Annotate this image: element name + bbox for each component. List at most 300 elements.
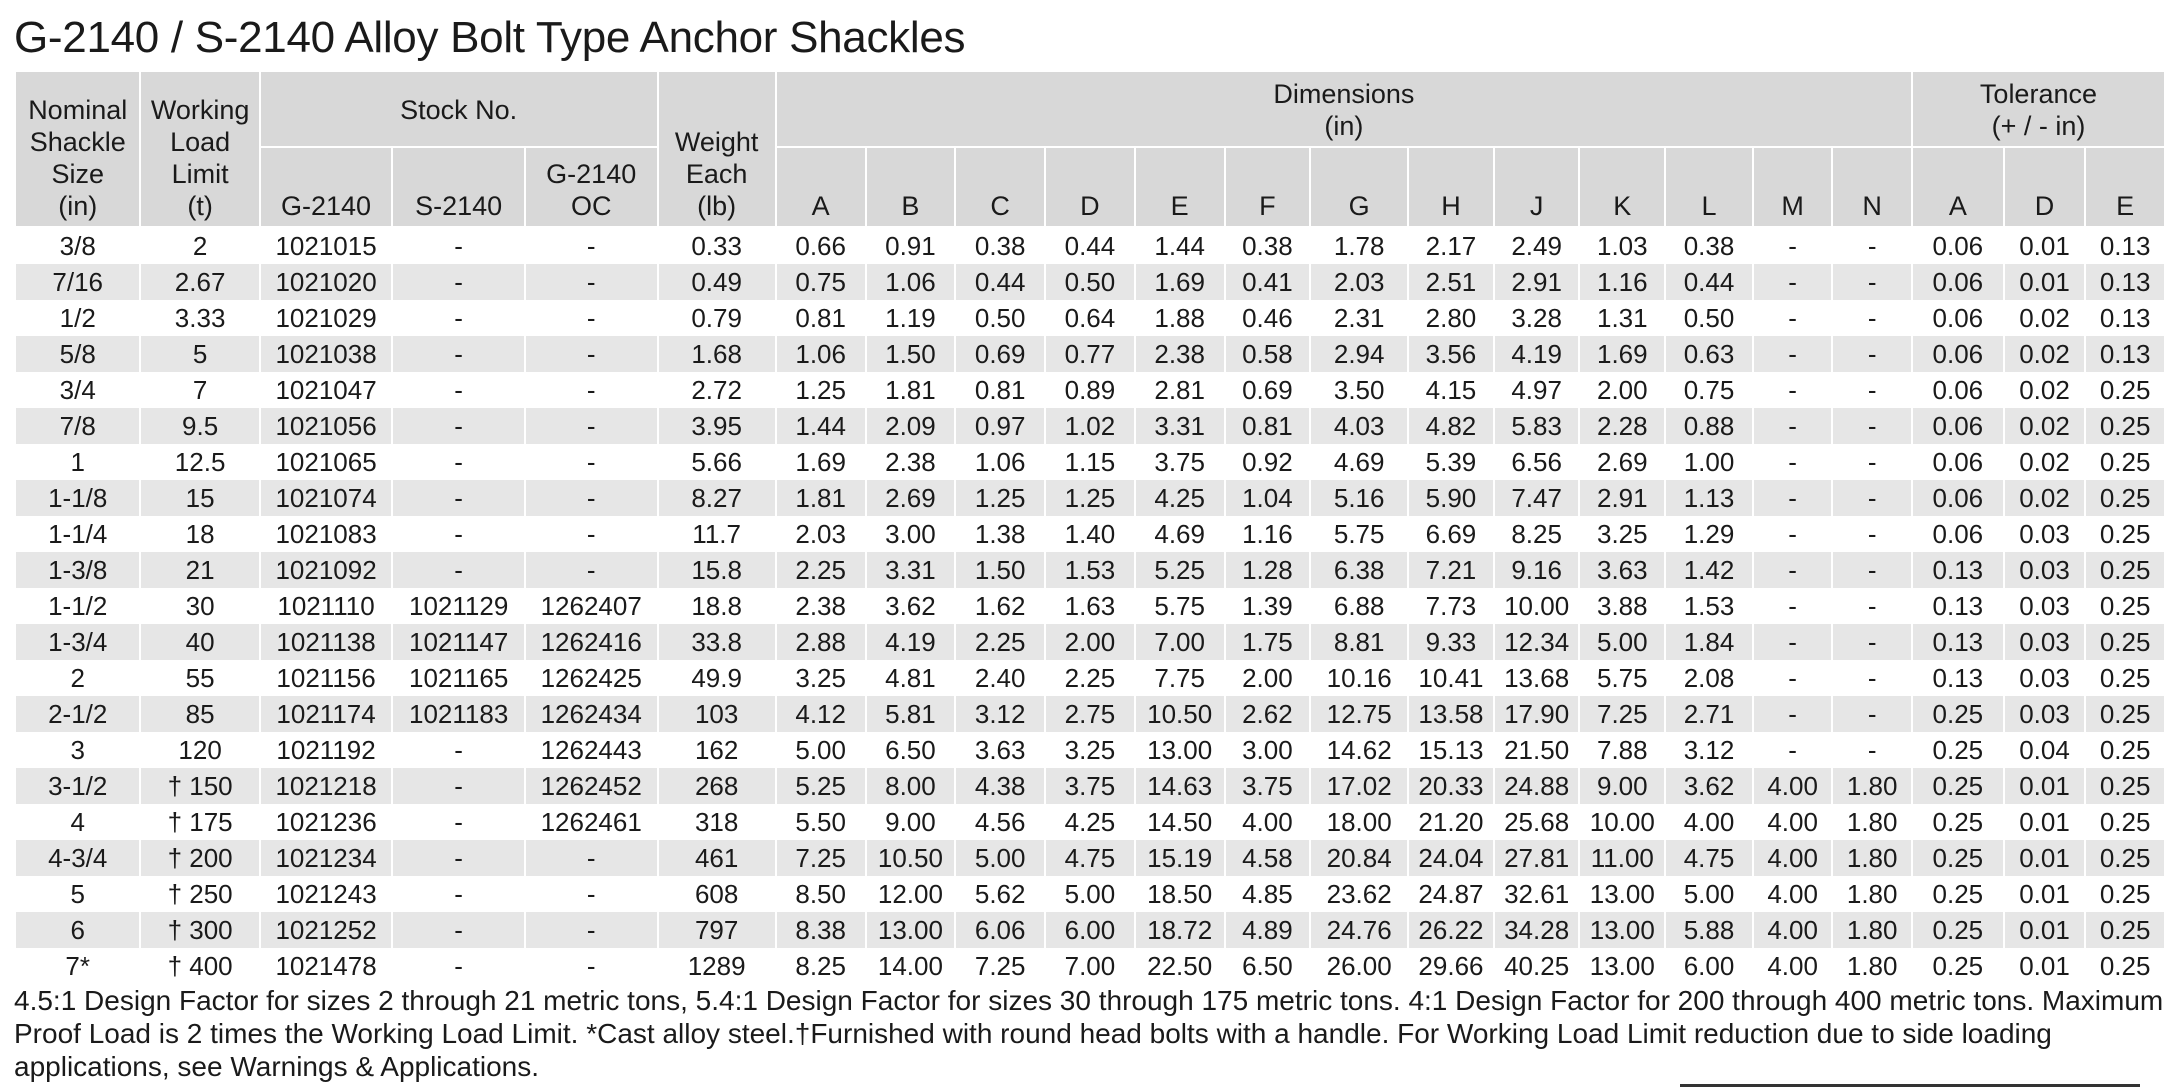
table-cell: 4.81 [866, 660, 956, 696]
table-cell: 2 [140, 227, 259, 264]
table-cell: - [1832, 300, 1912, 336]
table-cell: 14.50 [1135, 804, 1225, 840]
table-cell: - [1832, 264, 1912, 300]
table-cell: 3.75 [1045, 768, 1135, 804]
table-cell: 1021020 [260, 264, 393, 300]
table-cell: - [525, 336, 658, 372]
table-cell: 1.16 [1579, 264, 1665, 300]
table-cell: 0.03 [2004, 588, 2086, 624]
table-cell: 2.00 [1225, 660, 1311, 696]
table-cell: 0.25 [2085, 696, 2165, 732]
table-cell: 0.01 [2004, 227, 2086, 264]
table-cell: 0.69 [1225, 372, 1311, 408]
table-cell: 34.28 [1494, 912, 1580, 948]
table-cell: 5.39 [1408, 444, 1494, 480]
table-cell: 0.13 [2085, 264, 2165, 300]
table-row [15, 444, 2165, 480]
table-cell: 0.13 [1912, 588, 2004, 624]
header-working-load-limit: Working Load Limit (t) [140, 71, 259, 227]
table-cell: 0.25 [2085, 552, 2165, 588]
table-cell: 0.81 [776, 300, 866, 336]
table-cell: 17.02 [1310, 768, 1408, 804]
table-cell: 40 [140, 624, 259, 660]
table-cell: 5 [15, 876, 140, 912]
table-cell: 2.25 [1045, 660, 1135, 696]
table-cell: 1.31 [1579, 300, 1665, 336]
header-dimension-col: F [1225, 147, 1311, 227]
table-cell: - [525, 408, 658, 444]
table-cell: 5.75 [1310, 516, 1408, 552]
table-cell: † 400 [140, 948, 259, 984]
table-cell: 8.81 [1310, 624, 1408, 660]
table-cell: 1.06 [776, 336, 866, 372]
table-cell: 2.71 [1665, 696, 1753, 732]
table-cell: 0.13 [1912, 552, 2004, 588]
table-cell: 1.81 [776, 480, 866, 516]
table-cell: 21.50 [1494, 732, 1580, 768]
table-cell: 21.20 [1408, 804, 1494, 840]
table-cell: 0.25 [2085, 948, 2165, 984]
table-cell: 1021147 [392, 624, 525, 660]
table-cell: 0.25 [2085, 480, 2165, 516]
header-nominal-size: Nominal Shackle Size (in) [15, 71, 140, 227]
table-cell: 1021038 [260, 336, 393, 372]
table-cell: 10.16 [1310, 660, 1408, 696]
table-cell: 4.12 [776, 696, 866, 732]
table-cell: 8.00 [866, 768, 956, 804]
table-cell: - [392, 876, 525, 912]
table-row [15, 660, 2165, 696]
header-dimensions: Dimensions (in) [776, 71, 1912, 147]
table-cell: 1.62 [955, 588, 1045, 624]
table-cell: 268 [658, 768, 776, 804]
table-cell: 2.67 [140, 264, 259, 300]
table-cell: - [392, 444, 525, 480]
table-cell: 3/8 [15, 227, 140, 264]
table-row [15, 804, 2165, 840]
specification-table [14, 70, 2166, 984]
table-cell: 0.25 [2085, 516, 2165, 552]
table-cell: 1021174 [260, 696, 393, 732]
table-cell: 10.00 [1494, 588, 1580, 624]
table-cell: 3.00 [1225, 732, 1311, 768]
table-cell: 0.69 [955, 336, 1045, 372]
header-dimension-col: N [1832, 147, 1912, 227]
table-cell: 0.02 [2004, 408, 2086, 444]
table-cell: 1.68 [658, 336, 776, 372]
table-cell: - [1753, 588, 1833, 624]
table-cell: 1021156 [260, 660, 393, 696]
table-cell: 2.03 [1310, 264, 1408, 300]
table-cell: 9.00 [1579, 768, 1665, 804]
table-cell: 0.06 [1912, 516, 2004, 552]
table-cell: 6.50 [866, 732, 956, 768]
table-cell: 4.00 [1665, 804, 1753, 840]
table-cell: 2.17 [1408, 227, 1494, 264]
table-cell: 1021236 [260, 804, 393, 840]
table-cell: 0.25 [2085, 804, 2165, 840]
table-cell: 2.31 [1310, 300, 1408, 336]
table-cell: 4.82 [1408, 408, 1494, 444]
table-cell: 3.25 [1579, 516, 1665, 552]
table-cell: 20.84 [1310, 840, 1408, 876]
table-cell: 2.80 [1408, 300, 1494, 336]
table-cell: 2.62 [1225, 696, 1311, 732]
table-cell: 0.38 [1225, 227, 1311, 264]
table-cell: 0.13 [1912, 624, 2004, 660]
table-cell: - [1753, 227, 1833, 264]
table-cell: 85 [140, 696, 259, 732]
table-cell: 11.00 [1579, 840, 1665, 876]
table-cell: 1262407 [525, 588, 658, 624]
table-cell: 1021065 [260, 444, 393, 480]
table-cell: 4.00 [1753, 804, 1833, 840]
table-cell: 6.50 [1225, 948, 1311, 984]
table-cell: 0.06 [1912, 336, 2004, 372]
table-row [15, 732, 2165, 768]
table-cell: 9.16 [1494, 552, 1580, 588]
table-row [15, 480, 2165, 516]
table-cell: 3.63 [955, 732, 1045, 768]
table-row [15, 948, 2165, 984]
table-cell: - [392, 804, 525, 840]
table-cell: 0.25 [1912, 948, 2004, 984]
header-tolerance-col: E [2085, 147, 2165, 227]
table-cell: 2.72 [658, 372, 776, 408]
table-cell: 3.33 [140, 300, 259, 336]
table-cell: - [1832, 408, 1912, 444]
table-cell: 1262461 [525, 804, 658, 840]
table-cell: 4.03 [1310, 408, 1408, 444]
table-cell: 5.75 [1579, 660, 1665, 696]
table-cell: 1.39 [1225, 588, 1311, 624]
table-cell: 0.75 [1665, 372, 1753, 408]
table-cell: 3.88 [1579, 588, 1665, 624]
table-cell: 1.80 [1832, 912, 1912, 948]
table-cell: 1021183 [392, 696, 525, 732]
table-cell: 797 [658, 912, 776, 948]
table-cell: 1021029 [260, 300, 393, 336]
table-cell: 0.01 [2004, 768, 2086, 804]
table-cell: 2.40 [955, 660, 1045, 696]
table-cell: 1262416 [525, 624, 658, 660]
table-cell: 0.33 [658, 227, 776, 264]
table-cell: 4.15 [1408, 372, 1494, 408]
table-cell: 1.06 [955, 444, 1045, 480]
table-cell: 0.02 [2004, 336, 2086, 372]
table-cell: 25.68 [1494, 804, 1580, 840]
table-cell: 2.69 [866, 480, 956, 516]
table-cell: 1-1/2 [15, 588, 140, 624]
table-cell: 2.00 [1579, 372, 1665, 408]
table-cell: 3.28 [1494, 300, 1580, 336]
table-cell: 0.02 [2004, 300, 2086, 336]
table-cell: 0.25 [1912, 768, 2004, 804]
table-cell: 1.00 [1665, 444, 1753, 480]
table-cell: - [1832, 227, 1912, 264]
table-cell: 1289 [658, 948, 776, 984]
table-cell: 2.88 [776, 624, 866, 660]
table-cell: 12.00 [866, 876, 956, 912]
table-cell: 461 [658, 840, 776, 876]
table-cell: 5.83 [1494, 408, 1580, 444]
table-cell: 0.01 [2004, 840, 2086, 876]
header-dimension-col: L [1665, 147, 1753, 227]
table-cell: 0.03 [2004, 696, 2086, 732]
table-cell: 6.38 [1310, 552, 1408, 588]
table-cell: 3.31 [1135, 408, 1225, 444]
table-cell: 1.80 [1832, 768, 1912, 804]
table-cell: - [1753, 480, 1833, 516]
table-cell: - [1753, 372, 1833, 408]
table-cell: 0.13 [1912, 660, 2004, 696]
table-cell: 2.94 [1310, 336, 1408, 372]
table-cell: 1021092 [260, 552, 393, 588]
table-cell: 103 [658, 696, 776, 732]
table-cell: 1.78 [1310, 227, 1408, 264]
table-cell: 5 [140, 336, 259, 372]
header-tolerance-col: D [2004, 147, 2086, 227]
table-cell: 5.16 [1310, 480, 1408, 516]
table-cell: 0.64 [1045, 300, 1135, 336]
table-cell: 1.44 [776, 408, 866, 444]
table-cell: 17.90 [1494, 696, 1580, 732]
table-cell: 0.25 [2085, 588, 2165, 624]
table-cell: 1-3/8 [15, 552, 140, 588]
table-cell: 5.00 [776, 732, 866, 768]
table-cell: 1262452 [525, 768, 658, 804]
table-cell: - [1832, 624, 1912, 660]
table-cell: 4.19 [866, 624, 956, 660]
table-cell: 12.75 [1310, 696, 1408, 732]
table-cell: 8.25 [776, 948, 866, 984]
table-cell: 5.25 [1135, 552, 1225, 588]
table-cell: 0.63 [1665, 336, 1753, 372]
table-cell: 2.91 [1579, 480, 1665, 516]
table-cell: 0.06 [1912, 408, 2004, 444]
table-cell: 0.06 [1912, 264, 2004, 300]
table-cell: 1.03 [1579, 227, 1665, 264]
table-cell: 14.00 [866, 948, 956, 984]
divider [1680, 1084, 2140, 1087]
table-cell: 0.04 [2004, 732, 2086, 768]
table-cell: 1.42 [1665, 552, 1753, 588]
table-cell: - [1753, 660, 1833, 696]
table-cell: 20.33 [1408, 768, 1494, 804]
table-cell: 3/4 [15, 372, 140, 408]
table-cell: 1021192 [260, 732, 393, 768]
table-cell: 18.8 [658, 588, 776, 624]
table-row [15, 264, 2165, 300]
table-cell: 8.25 [1494, 516, 1580, 552]
table-cell: 0.25 [2085, 408, 2165, 444]
table-cell: 4.58 [1225, 840, 1311, 876]
table-cell: 0.75 [776, 264, 866, 300]
table-cell: 13.00 [1579, 876, 1665, 912]
table-cell: 0.41 [1225, 264, 1311, 300]
table-cell: 1021047 [260, 372, 393, 408]
table-cell: - [392, 732, 525, 768]
header-stock-col: G-2140 [260, 147, 393, 227]
table-cell: - [1753, 696, 1833, 732]
table-cell: 7.21 [1408, 552, 1494, 588]
table-cell: 2.03 [776, 516, 866, 552]
table-cell: 0.06 [1912, 300, 2004, 336]
table-cell: 13.68 [1494, 660, 1580, 696]
table-cell: - [1832, 588, 1912, 624]
header-stock-col: G-2140 OC [525, 147, 658, 227]
table-cell: 1021138 [260, 624, 393, 660]
table-cell: 3.12 [955, 696, 1045, 732]
table-cell: 0.92 [1225, 444, 1311, 480]
table-cell: 1.19 [866, 300, 956, 336]
table-cell: 3.12 [1665, 732, 1753, 768]
table-cell: 1021252 [260, 912, 393, 948]
table-cell: - [392, 768, 525, 804]
table-cell: 0.46 [1225, 300, 1311, 336]
table-cell: 0.13 [2085, 227, 2165, 264]
table-cell: 5.00 [1045, 876, 1135, 912]
table-cell: 18 [140, 516, 259, 552]
table-cell: 24.04 [1408, 840, 1494, 876]
table-cell: 13.58 [1408, 696, 1494, 732]
table-cell: 18.00 [1310, 804, 1408, 840]
table-cell: 0.06 [1912, 444, 2004, 480]
table-cell: 2.25 [955, 624, 1045, 660]
table-cell: 2.09 [866, 408, 956, 444]
table-cell: 49.9 [658, 660, 776, 696]
table-cell: 5.88 [1665, 912, 1753, 948]
table-cell: 4.00 [1753, 876, 1833, 912]
header-dimension-col: A [776, 147, 866, 227]
table-cell: 0.66 [776, 227, 866, 264]
table-cell: - [525, 444, 658, 480]
table-cell: 1021218 [260, 768, 393, 804]
table-cell: 2.00 [1045, 624, 1135, 660]
table-cell: 0.50 [1665, 300, 1753, 336]
header-dimension-col: D [1045, 147, 1135, 227]
table-cell: 0.25 [2085, 732, 2165, 768]
table-cell: 1.50 [955, 552, 1045, 588]
table-row [15, 300, 2165, 336]
table-cell: - [392, 336, 525, 372]
table-cell: 21 [140, 552, 259, 588]
table-cell: 55 [140, 660, 259, 696]
table-cell: - [392, 372, 525, 408]
table-cell: 3.25 [1045, 732, 1135, 768]
header-tolerance-col: A [1912, 147, 2004, 227]
table-cell: 1.25 [1045, 480, 1135, 516]
table-cell: - [392, 552, 525, 588]
table-cell: 3.31 [866, 552, 956, 588]
table-cell: 6.69 [1408, 516, 1494, 552]
table-cell: 9.5 [140, 408, 259, 444]
table-row [15, 552, 2165, 588]
table-cell: 1.75 [1225, 624, 1311, 660]
table-cell: 1021015 [260, 227, 393, 264]
table-cell: 1.69 [776, 444, 866, 480]
table-cell: 2.75 [1045, 696, 1135, 732]
table-cell: 9.33 [1408, 624, 1494, 660]
table-cell: 0.91 [866, 227, 956, 264]
table-row [15, 408, 2165, 444]
table-cell: 4 [15, 804, 140, 840]
table-cell: 0.44 [1045, 227, 1135, 264]
table-cell: 0.25 [2085, 768, 2165, 804]
table-cell: 7 [140, 372, 259, 408]
table-cell: 2-1/2 [15, 696, 140, 732]
table-cell: 0.44 [1665, 264, 1753, 300]
table-cell: 14.63 [1135, 768, 1225, 804]
table-cell: - [525, 912, 658, 948]
table-cell: 1/2 [15, 300, 140, 336]
table-cell: 0.13 [2085, 300, 2165, 336]
table-cell: 7.47 [1494, 480, 1580, 516]
table-cell: 1021074 [260, 480, 393, 516]
table-cell: 0.25 [2085, 444, 2165, 480]
table-cell: 0.06 [1912, 227, 2004, 264]
table-cell: 0.03 [2004, 624, 2086, 660]
table-cell: 40.25 [1494, 948, 1580, 984]
table-cell: 1021478 [260, 948, 393, 984]
table-cell: 0.01 [2004, 948, 2086, 984]
table-cell: 1.80 [1832, 876, 1912, 912]
table-cell: 4.00 [1753, 912, 1833, 948]
table-cell: 23.62 [1310, 876, 1408, 912]
table-cell: 4.00 [1753, 840, 1833, 876]
table-cell: 4.75 [1045, 840, 1135, 876]
table-cell: 24.76 [1310, 912, 1408, 948]
table-cell: - [1753, 552, 1833, 588]
table-cell: 15.19 [1135, 840, 1225, 876]
table-cell: - [525, 480, 658, 516]
table-cell: 1.44 [1135, 227, 1225, 264]
table-cell: 32.61 [1494, 876, 1580, 912]
table-row [15, 372, 2165, 408]
table-cell: 1.69 [1135, 264, 1225, 300]
table-cell: 0.03 [2004, 552, 2086, 588]
table-cell: 0.13 [2085, 336, 2165, 372]
table-cell: 1.38 [955, 516, 1045, 552]
table-cell: 0.38 [1665, 227, 1753, 264]
table-cell: 0.25 [1912, 732, 2004, 768]
table-cell: 13.00 [1579, 912, 1665, 948]
table-cell: - [525, 300, 658, 336]
table-cell: 1.25 [776, 372, 866, 408]
table-cell: 318 [658, 804, 776, 840]
table-cell: 24.88 [1494, 768, 1580, 804]
table-cell: 6.00 [1045, 912, 1135, 948]
table-cell: 5.90 [1408, 480, 1494, 516]
table-row [15, 227, 2165, 264]
table-cell: 608 [658, 876, 776, 912]
table-cell: 3.95 [658, 408, 776, 444]
table-cell: 2.51 [1408, 264, 1494, 300]
table-cell: 2.38 [866, 444, 956, 480]
table-cell: - [392, 264, 525, 300]
table-cell: 5.50 [776, 804, 866, 840]
table-cell: 0.49 [658, 264, 776, 300]
table-cell: 7.00 [1135, 624, 1225, 660]
table-cell: 1.40 [1045, 516, 1135, 552]
table-cell: 4.00 [1753, 768, 1833, 804]
table-cell: 0.38 [955, 227, 1045, 264]
table-cell: 8.38 [776, 912, 866, 948]
table-cell: 1.02 [1045, 408, 1135, 444]
table-cell: 1.81 [866, 372, 956, 408]
table-cell: 14.62 [1310, 732, 1408, 768]
table-cell: 1262425 [525, 660, 658, 696]
